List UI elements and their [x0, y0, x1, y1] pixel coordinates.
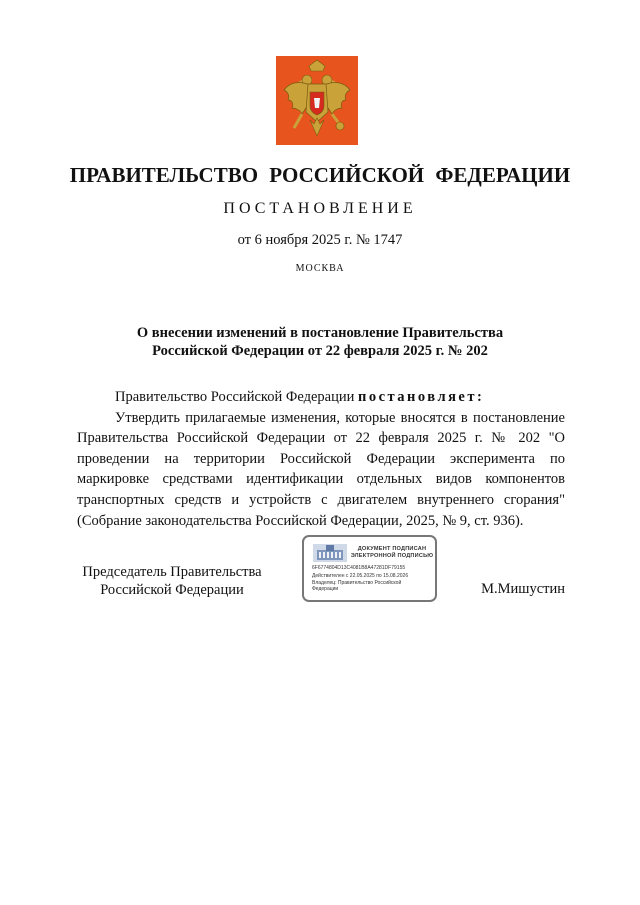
stamp-owner-line-1: Владелец: Правительство Российской [312, 580, 402, 586]
stamp-heading-line-2: ЭЛЕКТРОННОЙ ПОДПИСЬЮ [350, 553, 434, 559]
stamp-validity: Действителен с 22.05.2025 по 15.08.2026 [312, 573, 409, 579]
decree-paragraph: Утвердить прилагаемые изменения, которые вносятся в постановление Правительства Российской Федерации от 22 февраля 2025 г. № 202 "О проведении на территории Российской Федерации эксперимента по маркировке средствами идентификации отдельных видов компонентов транспортных средств и устройств с двигателем внутреннего сгорания" (Собрание законодательства Российской Федерации, 2025, № 9, ст. 936). [77, 409, 565, 529]
signer-position [77, 563, 267, 599]
document-date-number: от 6 ноября 2025 г. № 1747 [237, 232, 403, 248]
document-body [77, 387, 565, 531]
stamp-heading [350, 546, 434, 560]
stamp-owner-line-2: Федерации [312, 586, 339, 592]
stamp-serial: 6F6774804D13C4081B8A47281DF79155 [312, 565, 406, 571]
signer-position-line-2: Российской Федерации [100, 582, 244, 598]
intro-lead: Правительство Российской Федерации [115, 389, 358, 405]
intro-action-word: постановляет: [357, 389, 485, 405]
government-title: ПРАВИТЕЛЬСТВО РОССИЙСКОЙ ФЕДЕРАЦИИ [69, 163, 571, 187]
stamp-heading-line-1: ДОКУМЕНТ ПОДПИСАН [357, 546, 427, 552]
signer-position-line-1: Председатель Правительства [82, 564, 262, 580]
decree-intro [77, 387, 565, 408]
government-building-icon [313, 544, 347, 562]
coat-of-arms-icon [276, 56, 358, 145]
document-subject [0, 324, 640, 360]
document-city: МОСКВА [295, 263, 345, 274]
subject-line-1: О внесении изменений в постановление Правительства [136, 325, 504, 341]
signer-name: М.Мишустин [481, 581, 565, 597]
electronic-signature-stamp [302, 535, 437, 602]
subject-line-2: Российской Федерации от 22 февраля 2025 г. № 202 [152, 343, 488, 359]
document-type: ПОСТАНОВЛЕНИЕ [223, 200, 417, 217]
